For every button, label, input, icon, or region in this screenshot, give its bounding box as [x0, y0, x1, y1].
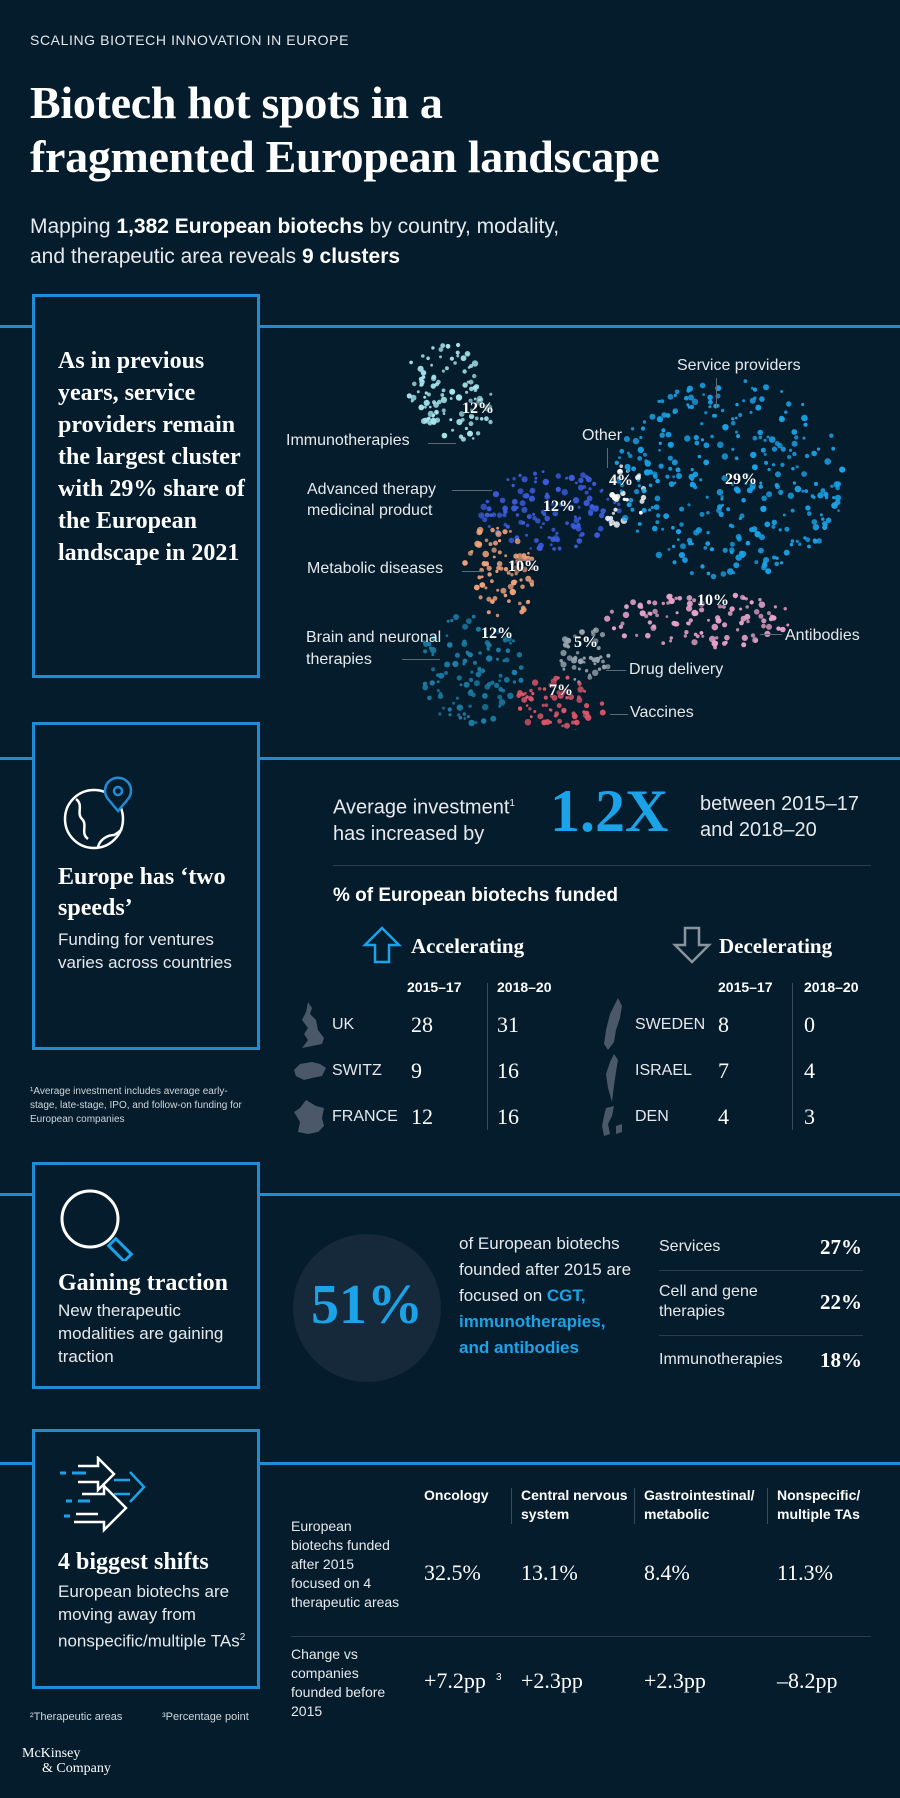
row1-value: 11.3% [777, 1560, 834, 1585]
leader-line [462, 571, 484, 572]
label-atmp: Advanced therapy medicinal product [307, 481, 436, 519]
footnote-ref: 2 [239, 1632, 246, 1643]
shifts-card [32, 1429, 260, 1689]
two-speeds-title: Europe has ‘two speeds’ [58, 864, 226, 921]
row1-value: 13.1% [521, 1560, 578, 1585]
investment-right [700, 791, 859, 843]
subtitle [30, 212, 559, 272]
accelerating-label: Accelerating [411, 934, 525, 958]
pct-vaccines: 7% [549, 682, 573, 699]
country-label: FRANCE [332, 1108, 398, 1125]
label-brain: Brain and neuronal therapies [306, 629, 442, 668]
funded-heading: % of European biotechs funded [333, 885, 619, 906]
france-map-icon [290, 1098, 328, 1138]
traction-title: Gaining traction [58, 1270, 229, 1296]
value-2015-17: 8 [718, 1012, 729, 1037]
cluster-card-text: As in previous years, service providers remain the largest cluster with 29% share of the European landscape in 2021 [58, 348, 245, 566]
value-2015-17: 12 [411, 1104, 433, 1129]
two-speeds-card [32, 722, 260, 1050]
desc-text: of European biotechs founded after 2015 are focused on [459, 1234, 632, 1305]
value-2015-17: 9 [411, 1058, 422, 1083]
col-2018-20: 2018–20 [804, 979, 859, 995]
logo-line-2: & Company [42, 1761, 111, 1776]
pct-other: 4% [609, 472, 633, 489]
row2-value: +7.2pp [424, 1668, 486, 1693]
leader-line [610, 714, 628, 715]
breakdown-value: 22% [820, 1290, 862, 1314]
arrows-shift-icon [58, 1456, 158, 1536]
footnote-ref: 3 [496, 1672, 502, 1683]
value-2015-17: 28 [411, 1012, 433, 1037]
two-speeds-sub: Funding for ventures varies across countries [58, 930, 232, 972]
pct-atmp: 12% [543, 498, 575, 515]
denmark-map-icon [598, 1104, 626, 1140]
country-label: UK [332, 1016, 355, 1033]
desc-highlight: CGT, immunotherapies, and antibodies [459, 1286, 606, 1357]
breakdown-label: Cell and gene therapies [659, 1283, 758, 1320]
col-2018-20: 2018–20 [497, 979, 552, 995]
title-line-1: Biotech hot spots in a [30, 77, 443, 128]
footnote-ref: 1 [509, 798, 515, 809]
column-divider [792, 983, 793, 1130]
investment-left [333, 791, 515, 847]
shifts-sub [58, 1580, 263, 1653]
leader-line [452, 490, 492, 491]
value-2018-20: 16 [497, 1058, 519, 1083]
column-divider [634, 1488, 635, 1524]
value-2018-20: 3 [804, 1104, 815, 1129]
subtitle-count: 1,382 European biotechs [116, 215, 364, 238]
footnote-1: ¹Average investment includes average early-stage, late-stage, IPO, and follow-on funding for European companies [30, 1086, 242, 1125]
breakdown-value: 18% [820, 1348, 862, 1372]
page-title [30, 76, 659, 184]
leader-line [606, 670, 626, 671]
logo-line-1: McKinsey [22, 1746, 81, 1761]
value-2018-20: 0 [804, 1012, 815, 1037]
column-divider [767, 1488, 768, 1524]
value-2018-20: 16 [497, 1104, 519, 1129]
arrow-down-icon [672, 926, 712, 964]
israel-map-icon [602, 1052, 622, 1104]
investment-text: has increased by [333, 822, 485, 845]
value-2018-20: 4 [804, 1058, 815, 1083]
value-2018-20: 31 [497, 1012, 519, 1037]
row1-value: 8.4% [644, 1560, 690, 1585]
decelerating-label: Decelerating [719, 934, 833, 958]
uk-map-icon [294, 1000, 330, 1052]
subtitle-text: and therapeutic area reveals [30, 245, 303, 268]
footnote-3: ³Percentage point [162, 1711, 249, 1723]
leader-line [607, 448, 608, 468]
traction-desc [459, 1231, 639, 1361]
breakdown-value: 27% [820, 1235, 862, 1259]
arrow-up-icon [362, 926, 402, 964]
eyebrow: SCALING BIOTECH INNOVATION IN EUROPE [30, 32, 350, 48]
breakdown-label: Immunotherapies [659, 1351, 783, 1368]
subtitle-clusters: 9 clusters [302, 245, 401, 268]
shifts-title: 4 biggest shifts [58, 1549, 209, 1575]
title-line-2: fragmented European landscape [30, 131, 660, 182]
pct-immunotherapies: 12% [462, 400, 494, 417]
leader-line [428, 443, 456, 444]
country-label: DEN [635, 1108, 669, 1125]
country-label: SWITZ [332, 1062, 382, 1079]
magnifier-icon [58, 1189, 148, 1261]
row2-value: +2.3pp [644, 1668, 706, 1693]
leader-line [716, 378, 717, 408]
label-drug-delivery: Drug delivery [629, 661, 724, 678]
divider [659, 1270, 863, 1271]
investment-text: between 2015–17 [700, 793, 860, 815]
row1-value: 32.5% [424, 1560, 481, 1585]
country-label: SWEDEN [635, 1016, 706, 1033]
row1-label: European biotechs funded after 2015 focused on 4 therapeutic areas [291, 1518, 400, 1610]
sweden-map-icon [600, 996, 626, 1052]
label-immunotherapies: Immunotherapies [286, 432, 410, 449]
leader-line [402, 659, 440, 660]
country-label: ISRAEL [635, 1062, 692, 1079]
row2-value: –8.2pp [777, 1668, 838, 1693]
column-header: Nonspecific/ multiple TAs [777, 1487, 861, 1522]
value-2015-17: 4 [718, 1104, 729, 1129]
col-2015-17: 2015–17 [718, 979, 773, 995]
footnote-2: ²Therapeutic areas [30, 1711, 123, 1723]
column-divider [487, 983, 488, 1130]
subtitle-text: by country, modality, [363, 215, 560, 238]
label-service-providers: Service providers [677, 357, 801, 374]
label-vaccines: Vaccines [630, 704, 694, 721]
traction-sub: New therapeutic modalities are gaining traction [58, 1301, 224, 1366]
pct-metabolic: 10% [508, 558, 540, 575]
pct-drug-delivery: 5% [574, 634, 598, 651]
divider [659, 1335, 863, 1336]
pct-brain: 12% [481, 625, 513, 642]
shifts-sub-text: European biotechs are moving away from nonspecific/multiple TAs [58, 1582, 240, 1651]
column-header: Central nervous system [521, 1487, 628, 1522]
switzerland-map-icon [290, 1058, 330, 1082]
divider [333, 865, 871, 866]
row2-label: Change vs companies founded before 2015 [291, 1646, 386, 1719]
investment-text: and 2018–20 [700, 819, 817, 841]
row2-value: +2.3pp [521, 1668, 583, 1693]
pct-antibodies: 10% [697, 592, 729, 609]
leader-line [760, 634, 782, 635]
label-antibodies: Antibodies [785, 627, 860, 644]
investment-text: Average investment [333, 796, 510, 819]
col-2015-17: 2015–17 [407, 979, 462, 995]
traction-card [32, 1162, 260, 1389]
column-divider [511, 1488, 512, 1524]
pct-service-providers: 29% [725, 471, 757, 488]
investment-multiplier: 1.2X [550, 778, 669, 844]
globe-pin-icon [58, 773, 148, 853]
divider [291, 1636, 871, 1637]
column-header: Gastrointestinal/ metabolic [644, 1487, 755, 1522]
value-2015-17: 7 [718, 1058, 729, 1083]
label-metabolic: Metabolic diseases [307, 560, 444, 577]
mckinsey-logo [22, 1746, 111, 1776]
big-percent: 51% [311, 1274, 423, 1336]
breakdown-label: Services [659, 1238, 721, 1255]
subtitle-text: Mapping [30, 215, 117, 238]
column-header: Oncology [424, 1487, 489, 1503]
cluster-card [32, 294, 260, 678]
label-other: Other [582, 427, 623, 444]
